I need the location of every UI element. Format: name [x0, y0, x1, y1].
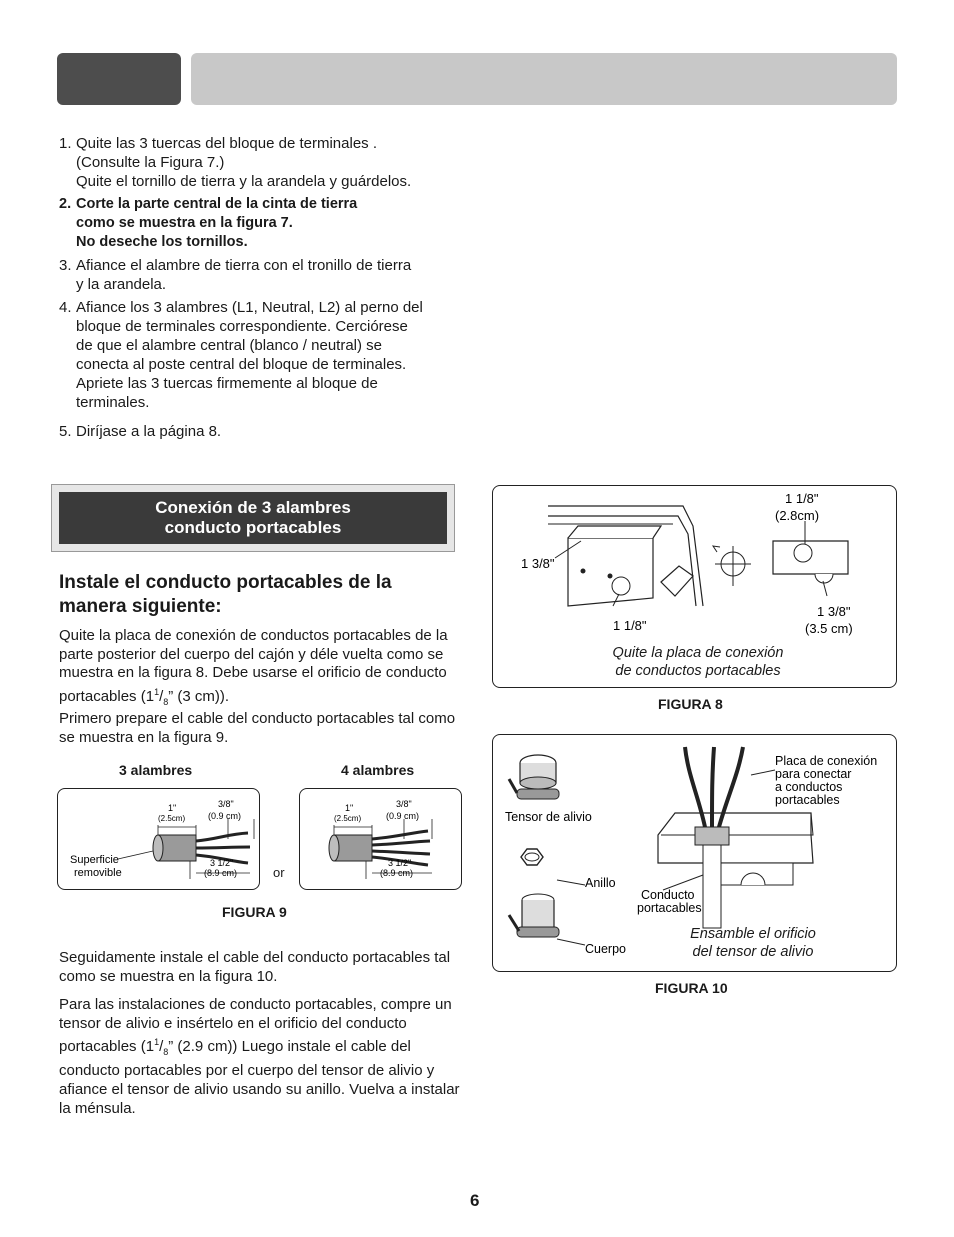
dim-3-8: 3/8" [396, 799, 412, 809]
cable-4-wire-diagram [300, 789, 460, 888]
paragraph-1: Quite la placa de conexión de conductos portacables de la parte posterior del cuerpo del cajón y déle vuelta como se muestra en la figura 8. Debe usarse el orificio de conducto portacables ($1^1/_8$” (3 cm)). [59, 627, 448, 708]
caption-line: de conductos portacables [615, 663, 781, 679]
step-number: 5. [59, 423, 72, 440]
step-number: 2. [59, 196, 72, 212]
paragraph-text: Para las instalaciones de conducto portacables, compre un tensor de alivio e insértelo en el orificio del conducto portacables (1 [59, 996, 452, 1056]
dim-1in: 1" [345, 803, 354, 813]
surface-label: removible [74, 867, 122, 879]
conducto-label: portacables [637, 901, 702, 915]
dim-1-1-8-bottom: 1 1/8" [613, 618, 647, 633]
step-number: 1. [59, 135, 72, 152]
dim-3-8: 3/8" [218, 799, 234, 809]
fig9-label-4-wires: 4 alambres [341, 762, 415, 778]
dim-1in-cm: (2.5cm) [158, 814, 186, 823]
section-banner [51, 484, 455, 552]
dim-3-1-2: 3 1/2" [210, 858, 234, 868]
dim-3-8-cm: (0.9 cm) [208, 811, 242, 821]
step-line: terminales. [76, 394, 150, 411]
surface-label: Superficie [70, 854, 119, 866]
fraction-denominator: 8 [163, 1047, 169, 1058]
paragraph-2: Primero prepare el cable del conducto portacables tal como se muestra en la figura 9. [59, 710, 456, 746]
fig9-title: FIGURA 9 [222, 904, 287, 920]
dim-3-1-2-cm: (8.9 cm) [380, 868, 414, 878]
banner-line: conducto portacables [164, 518, 342, 537]
step-line: Diríjase a la página 8. [76, 423, 222, 440]
dim-3-1-2-cm: (8.9 cm) [204, 868, 238, 878]
caption-line: Ensamble el orificio [690, 926, 816, 942]
page-number: 6 [470, 1191, 480, 1210]
step-line: Afiance los 3 alambres (L1, Neutral, L2) al perno del [76, 299, 423, 316]
fig10-title: FIGURA 10 [655, 980, 728, 996]
step-line: Afiance el alambre de tierra con el tronillo de tierra [76, 257, 412, 274]
fig8-box [492, 485, 897, 688]
fig10-caption [653, 925, 853, 961]
step-line: Apriete las 3 tuercas firmemente al bloque de [76, 375, 378, 392]
fraction-denominator: 8 [163, 697, 169, 708]
dim-1-1-8-cm: (2.8cm) [775, 508, 820, 523]
step-line: de que el alambre central (blanco / neutral) se [76, 337, 383, 354]
anillo-label: Anillo [585, 876, 616, 890]
paragraph-3: Seguidamente instale el cable del conducto portacables tal como se muestra en la figura 10. [59, 949, 451, 985]
section-heading [59, 571, 459, 619]
conducto-label: Conducto [641, 888, 695, 902]
step-line: Quite las 3 tuercas del bloque de terminales . [76, 135, 378, 152]
dim-3-8-cm: (0.9 cm) [386, 811, 420, 821]
step-line: y la arandela. [76, 276, 167, 293]
cable-3-wire-diagram [58, 789, 258, 888]
cuerpo-label: Cuerpo [585, 942, 626, 956]
step-line: (Consulte la Figura 7.) [76, 154, 225, 171]
fig9-4-wire-box [299, 788, 462, 890]
step-line: Quite el tornillo de tierra y la arandela y guárdelos. [76, 173, 412, 190]
step-line: como se muestra en la figura 7. [76, 215, 293, 231]
dim-1-3-8-right: 1 3/8" [817, 604, 851, 619]
paragraph-4: Para las instalaciones de conducto portacables, compre un tensor de alivio e insértelo en el orificio del conducto portacables ($1^1/_8$” (2.9 cm)) Luego instale el cable del conducto portacables por el cuerpo del tensor de alivio y afiance el tensor de alivio usando su anillo. Vuelva a instalar la ménsula. [59, 996, 460, 1117]
dim-1in-cm: (2.5cm) [334, 814, 362, 823]
placa-label: para conectar [775, 767, 852, 781]
step-3 [59, 256, 469, 294]
dim-1in: 1" [168, 803, 177, 813]
step-line: No deseche los tornillos. [76, 234, 248, 250]
step-number: 3. [59, 257, 72, 274]
step-5 [59, 422, 469, 441]
header-tab [57, 53, 181, 105]
paragraph-text: ” (2.9 cm)) Luego instale el cable del conducto portacables por el cuerpo del tensor de alivio y afiance el tensor de alivio usando su anillo. Vuelva a instalar la ménsula. [59, 1038, 460, 1117]
step-1 [59, 134, 469, 191]
caption-line: Quite la placa de conexión [612, 645, 784, 661]
banner-line: Conexión de 3 alambres [155, 498, 351, 517]
step-number: 4. [59, 299, 72, 316]
fraction-numerator: 1 [154, 687, 160, 698]
paragraph-text: ” (3 cm)). [168, 688, 230, 706]
fig8-title: FIGURA 8 [658, 696, 723, 712]
header-bar [191, 53, 897, 105]
fraction-numerator: 1 [154, 1037, 160, 1048]
dim-3-1-2: 3 1/2" [388, 858, 412, 868]
dim-1-1-8-top: 1 1/8" [785, 491, 819, 506]
fig8-caption [573, 644, 823, 680]
heading-line: manera siguiente: [59, 596, 222, 617]
steps-list [59, 134, 469, 445]
dim-1-3-8-left: 1 3/8" [521, 556, 555, 571]
step-line: conecta al poste central del bloque de terminales. [76, 356, 407, 373]
step-2 [59, 195, 469, 252]
dim-1-3-8-cm: (3.5 cm) [805, 621, 853, 636]
caption-line: del tensor de alivio [692, 944, 814, 960]
or-label: or [273, 865, 285, 880]
placa-label: a conductos [775, 780, 843, 794]
heading-line: Instale el conducto portacables de la [59, 572, 392, 593]
tensor-label: Tensor de alivio [505, 810, 592, 824]
placa-label: portacables [775, 793, 840, 807]
fig10-box [492, 734, 897, 972]
step-4 [59, 298, 469, 412]
step-line: bloque de terminales correspondiente. Cerciórese [76, 318, 408, 335]
step-line: Corte la parte central de la cinta de tierra [76, 196, 358, 212]
fig9-3-wire-box [57, 788, 260, 890]
placa-label: Placa de conexión [775, 754, 878, 768]
paragraph-text: Quite la placa de conexión de conductos portacables de la parte posterior del cuerpo del cajón y déle vuelta como se muestra en la figura 8. Debe usarse el orificio de conducto portacables (1 [59, 627, 448, 706]
fig9-label-3-wires: 3 alambres [119, 762, 193, 778]
